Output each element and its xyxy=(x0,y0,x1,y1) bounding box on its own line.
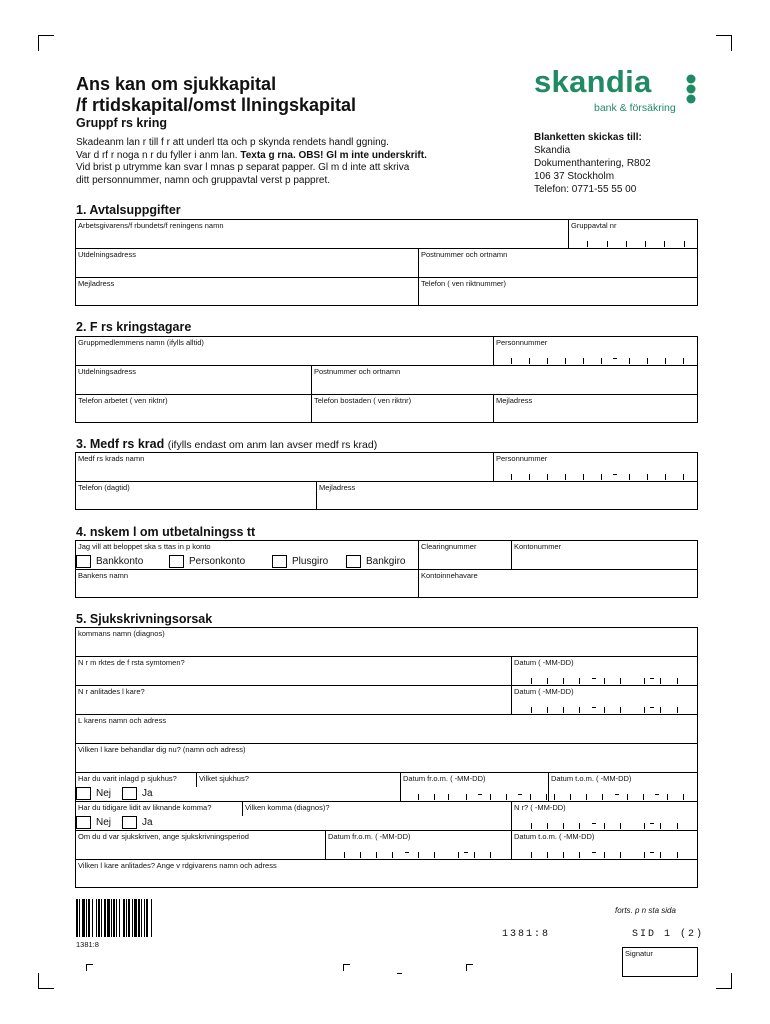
member-email-field[interactable]: Mejladress xyxy=(496,396,533,405)
section-2-box xyxy=(75,336,698,423)
employer-name-field[interactable]: Arbetsgivarens/f rbundets/f reningens namn xyxy=(78,221,224,230)
tick-mark xyxy=(664,241,665,247)
section-2-title: 2. F rs kringstagare xyxy=(76,320,192,334)
prior-illness-yes-label: Ja xyxy=(142,817,153,828)
tick-mark xyxy=(626,241,627,247)
home-phone-field[interactable]: Telefon bostaden ( ven riktnr) xyxy=(314,396,412,405)
tick-mark xyxy=(629,474,630,480)
plusgiro-checkbox[interactable] xyxy=(272,555,287,568)
barcode-caption: 1381:8 xyxy=(76,940,99,949)
send-to-line: Dokumenthantering, R802 xyxy=(534,158,651,169)
postal-field[interactable]: Postnummer och ortnamn xyxy=(421,250,508,259)
tick-mark xyxy=(586,794,587,800)
tick-mark xyxy=(531,852,532,858)
tick-mark xyxy=(629,358,630,364)
personkonto-checkbox[interactable] xyxy=(169,555,184,568)
tick-mark xyxy=(644,852,645,858)
tick-mark xyxy=(490,794,491,800)
tick-mark xyxy=(511,474,512,480)
tick-mark xyxy=(620,823,621,829)
section-1-box xyxy=(75,219,698,306)
skandia-dots-icon xyxy=(682,74,700,104)
separator-dash xyxy=(650,678,654,679)
tick-mark xyxy=(392,852,393,858)
work-phone-field[interactable]: Telefon arbetet ( ven riktnr) xyxy=(78,396,168,405)
barcode-bar xyxy=(132,899,133,937)
prior-illness-label: Har du tidigare lidit av liknande komma? xyxy=(78,803,212,812)
symptoms-date-label: N r m rktes de f rsta symtomen? xyxy=(78,658,185,667)
tick-mark xyxy=(547,852,548,858)
tick-mark xyxy=(604,823,605,829)
tick-mark xyxy=(677,823,678,829)
doctor-visit-date-format-label: Datum ( -MM-DD) xyxy=(514,687,574,696)
hospital-question-label: Har du varit inlagd p sjukhus? xyxy=(78,774,177,783)
barcode-bar xyxy=(128,899,130,937)
treating-doctor-field[interactable]: Vilken l kare behandlar dig nu? (namn och adress) xyxy=(78,745,246,754)
form-title-line1: Ans kan om sjukkapital xyxy=(76,74,277,94)
crop-mark-bottom-right xyxy=(716,973,732,989)
separator-dash xyxy=(518,794,522,795)
tick-mark xyxy=(506,794,507,800)
intro-text xyxy=(76,137,516,187)
prior-sickleave-label: Om du d var sjukskriven, ange sjukskrivningsperiod xyxy=(78,832,249,841)
tick-mark xyxy=(474,852,475,858)
separator-dash xyxy=(650,707,654,708)
account-number-field[interactable]: Kontonummer xyxy=(514,542,562,551)
small-mark xyxy=(397,973,402,974)
tick-mark xyxy=(604,707,605,713)
crop-mark-bottom-left xyxy=(38,973,54,989)
separator-dash xyxy=(592,678,596,679)
intro-line-2-bold: Texta g rna. OBS! Gl m inte underskrift. xyxy=(240,149,427,161)
tick-mark xyxy=(344,852,345,858)
sickleave-date-to-label: Datum t.o.m. ( -MM-DD) xyxy=(514,832,595,841)
tick-mark xyxy=(677,678,678,684)
co-insured-name-field[interactable]: Medf rs krads namn xyxy=(78,454,145,463)
doctors-used-field[interactable]: Vilken l kare anlitades? Ange v rdgivarens namn och adress xyxy=(78,861,277,870)
send-to-block xyxy=(534,131,651,196)
form-subtitle: Gruppf rs kring xyxy=(76,116,167,130)
tick-mark xyxy=(546,794,547,800)
phone-field[interactable]: Telefon ( ven riktnummer) xyxy=(421,279,507,288)
separator-dash xyxy=(650,823,654,824)
intro-line-2-text: Var d rf r noga n r du fyller i anm lan. xyxy=(76,149,241,161)
tick-mark xyxy=(604,852,605,858)
bankkonto-label: Bankkonto xyxy=(96,556,144,567)
tick-mark xyxy=(660,823,661,829)
doctor-visit-date-label: N r anlitades l kare? xyxy=(78,687,145,696)
hospital-no-label: Nej xyxy=(96,788,112,799)
tick-mark xyxy=(434,794,435,800)
tick-mark xyxy=(647,474,648,480)
address-field[interactable]: Utdelningsadress xyxy=(78,250,136,259)
tick-mark xyxy=(418,852,419,858)
tick-mark xyxy=(376,852,377,858)
section-3-title-text: 3. Medf rs krad xyxy=(76,437,165,451)
tick-mark xyxy=(583,358,584,364)
bankkonto-checkbox[interactable] xyxy=(76,555,91,568)
tick-mark xyxy=(660,678,661,684)
tick-mark xyxy=(601,474,602,480)
tick-mark xyxy=(677,852,678,858)
tick-mark xyxy=(458,852,459,858)
tick-mark xyxy=(620,707,621,713)
barcode-bar xyxy=(92,899,93,937)
tick-mark xyxy=(529,358,530,364)
barcode-bar xyxy=(116,899,117,937)
bankgiro-checkbox[interactable] xyxy=(346,555,361,568)
tick-mark xyxy=(683,474,684,480)
tick-mark xyxy=(565,358,566,364)
separator-dash xyxy=(592,707,596,708)
tick-mark xyxy=(604,678,605,684)
tick-mark xyxy=(563,707,564,713)
barcode-bar xyxy=(101,899,102,937)
barcode-icon xyxy=(76,899,186,939)
separator-dash xyxy=(613,358,617,359)
tick-mark xyxy=(360,852,361,858)
send-to-heading: Blanketten skickas till: xyxy=(534,132,642,143)
logo-wordmark: skandia xyxy=(534,64,652,99)
separator-dash xyxy=(592,852,596,853)
tick-mark xyxy=(683,358,684,364)
tick-mark xyxy=(466,794,467,800)
send-to-line: Skandia xyxy=(534,145,571,156)
tick-mark xyxy=(667,794,668,800)
tick-mark xyxy=(601,358,602,364)
barcode-bar xyxy=(144,899,145,937)
form-title xyxy=(76,74,356,116)
which-hospital-field[interactable]: Vilket sjukhus? xyxy=(199,774,249,783)
form-number: 1381:8 xyxy=(502,929,551,940)
tick-mark xyxy=(579,707,580,713)
section-1-title: 1. Avtalsuppgifter xyxy=(76,203,181,217)
barcode-bar xyxy=(76,899,78,937)
hospital-yes-checkbox[interactable] xyxy=(122,787,137,800)
tick-mark xyxy=(583,474,584,480)
intro-line-4: ditt personnummer, namn och gruppavtal verst p pappret. xyxy=(76,174,331,186)
tick-mark xyxy=(620,678,621,684)
separator-dash xyxy=(405,852,409,853)
hospital-no-checkbox[interactable] xyxy=(76,787,91,800)
barcode-bar xyxy=(119,899,120,937)
tick-mark xyxy=(683,794,684,800)
tick-mark xyxy=(418,794,419,800)
member-postal-field[interactable]: Postnummer och ortnamn xyxy=(314,367,401,376)
corner-mark xyxy=(343,964,350,971)
tick-mark xyxy=(448,794,449,800)
tick-mark xyxy=(547,678,548,684)
co-insured-personal-number-label: Personnummer xyxy=(496,454,548,463)
tick-mark xyxy=(554,794,555,800)
barcode-bar xyxy=(151,899,152,937)
email-field[interactable]: Mejladress xyxy=(78,279,115,288)
barcode-bar xyxy=(96,899,97,937)
section-5-title: 5. Sjukskrivningsorsak xyxy=(76,612,213,626)
tick-mark xyxy=(645,241,646,247)
tick-mark xyxy=(547,707,548,713)
separator-dash xyxy=(650,852,654,853)
hospital-yes-label: Ja xyxy=(142,788,153,799)
tick-mark xyxy=(530,794,531,800)
intro-line-2 xyxy=(76,150,516,163)
intro-line-1: Skadeanm lan r till f r att underl tta och p skynda rendets handl ggning. xyxy=(76,137,389,148)
tick-mark xyxy=(511,358,512,364)
barcode-bar xyxy=(82,899,85,937)
tick-mark xyxy=(565,474,566,480)
member-name-field[interactable]: Gruppmedlemmens namn (ifylls alltid) xyxy=(78,338,204,347)
tick-mark xyxy=(563,823,564,829)
tick-mark xyxy=(620,852,621,858)
tick-mark xyxy=(647,358,648,364)
barcode-bar xyxy=(113,899,115,937)
crop-mark-top-left xyxy=(38,35,54,51)
barcode-bar xyxy=(141,899,142,937)
barcode-bar xyxy=(134,899,137,937)
separator-dash xyxy=(478,794,482,795)
barcode-bar xyxy=(126,899,127,937)
tick-mark xyxy=(644,707,645,713)
tick-mark xyxy=(563,852,564,858)
doctor-name-address-field[interactable]: L karens namn och adress xyxy=(78,716,167,725)
corner-mark xyxy=(86,964,93,971)
prior-illness-no-label: Nej xyxy=(96,817,112,828)
signature-label: Signatur xyxy=(625,949,653,958)
separator-dash xyxy=(613,474,617,475)
barcode-bar xyxy=(111,899,112,937)
tick-mark xyxy=(547,358,548,364)
tick-mark xyxy=(547,474,548,480)
bankgiro-label: Bankgiro xyxy=(366,556,406,567)
co-insured-email-field[interactable]: Mejladress xyxy=(319,483,356,492)
which-illness-field[interactable]: Vilken komma (diagnos)? xyxy=(245,803,330,812)
tick-mark xyxy=(434,852,435,858)
tick-mark xyxy=(644,678,645,684)
separator-dash xyxy=(615,794,619,795)
tick-mark xyxy=(570,794,571,800)
tick-mark xyxy=(579,852,580,858)
tick-mark xyxy=(644,823,645,829)
tick-mark xyxy=(607,241,608,247)
diagnosis-field[interactable]: kommans namn (diagnos) xyxy=(78,629,165,638)
tick-mark xyxy=(665,474,666,480)
tick-mark xyxy=(531,823,532,829)
group-agreement-label: Gruppavtal nr xyxy=(571,221,617,230)
skandia-logo xyxy=(534,66,704,122)
corner-mark xyxy=(466,964,473,971)
separator-dash xyxy=(464,852,468,853)
barcode-bar xyxy=(123,899,125,937)
tick-mark xyxy=(684,241,685,247)
tick-mark xyxy=(643,794,644,800)
barcode-bar xyxy=(86,899,87,937)
hospital-date-from-label: Datum fr.o.m. ( -MM-DD) xyxy=(403,774,486,783)
send-to-line: Telefon: 0771-55 55 00 xyxy=(534,184,637,195)
tick-mark xyxy=(531,678,532,684)
tick-mark xyxy=(579,823,580,829)
tick-mark xyxy=(660,852,661,858)
tick-mark xyxy=(627,794,628,800)
barcode-bar xyxy=(146,899,148,937)
tick-mark xyxy=(547,823,548,829)
tick-mark xyxy=(665,358,666,364)
co-insured-phone-field[interactable]: Telefon (dagtid) xyxy=(78,483,130,492)
prior-illness-yes-checkbox[interactable] xyxy=(122,816,137,829)
hospital-date-to-label: Datum t.o.m. ( -MM-DD) xyxy=(551,774,632,783)
continued-note: forts. p n sta sida xyxy=(615,906,676,915)
tick-mark xyxy=(529,474,530,480)
prior-illness-when-label: N r? ( -MM-DD) xyxy=(514,803,566,812)
intro-line-3: Vid brist p utrymme kan svar l mnas p separat papper. Gl m d inte att skriva xyxy=(76,162,410,173)
tick-mark xyxy=(677,707,678,713)
deposit-label: Jag vill att beloppet ska s ttas in p konto xyxy=(78,542,211,551)
barcode-bar xyxy=(138,899,140,937)
crop-mark-top-right xyxy=(716,35,732,51)
barcode-bar xyxy=(88,899,90,937)
barcode-bar xyxy=(107,899,110,937)
prior-illness-no-checkbox[interactable] xyxy=(76,816,91,829)
page-indicator: SID 1 (2) xyxy=(632,929,705,940)
sickleave-date-from-label: Datum fr.o.m. ( -MM-DD) xyxy=(328,832,411,841)
tick-mark xyxy=(579,678,580,684)
tick-mark xyxy=(660,707,661,713)
tick-mark xyxy=(531,707,532,713)
section-3-title xyxy=(76,437,377,451)
form-title-line2: /f rtidskapital/omst llningskapital xyxy=(76,95,357,115)
symptoms-date-format-label: Datum ( -MM-DD) xyxy=(514,658,574,667)
section-3-title-note: (ifylls endast om anm lan avser medf rs krad) xyxy=(167,439,378,451)
barcode-bar xyxy=(98,899,100,937)
member-address-field[interactable]: Utdelningsadress xyxy=(78,367,136,376)
account-holder-field[interactable]: Kontoinnehavare xyxy=(421,571,478,580)
personal-number-label: Personnummer xyxy=(496,338,548,347)
bank-name-field[interactable]: Bankens namn xyxy=(78,571,129,580)
logo-tagline: bank & försäkring xyxy=(594,102,676,114)
barcode-bar xyxy=(79,899,80,937)
tick-mark xyxy=(602,794,603,800)
personkonto-label: Personkonto xyxy=(189,556,246,567)
tick-mark xyxy=(563,678,564,684)
section-4-title: 4. nskem l om utbetalningss tt xyxy=(76,525,256,539)
separator-dash xyxy=(592,823,596,824)
separator-dash xyxy=(655,794,659,795)
tick-mark xyxy=(490,852,491,858)
plusgiro-label: Plusgiro xyxy=(292,556,329,567)
barcode-bar xyxy=(104,899,106,937)
tick-mark xyxy=(587,241,588,247)
send-to-line: 106 37 Stockholm xyxy=(534,171,615,182)
clearing-number-field[interactable]: Clearingnummer xyxy=(421,542,477,551)
